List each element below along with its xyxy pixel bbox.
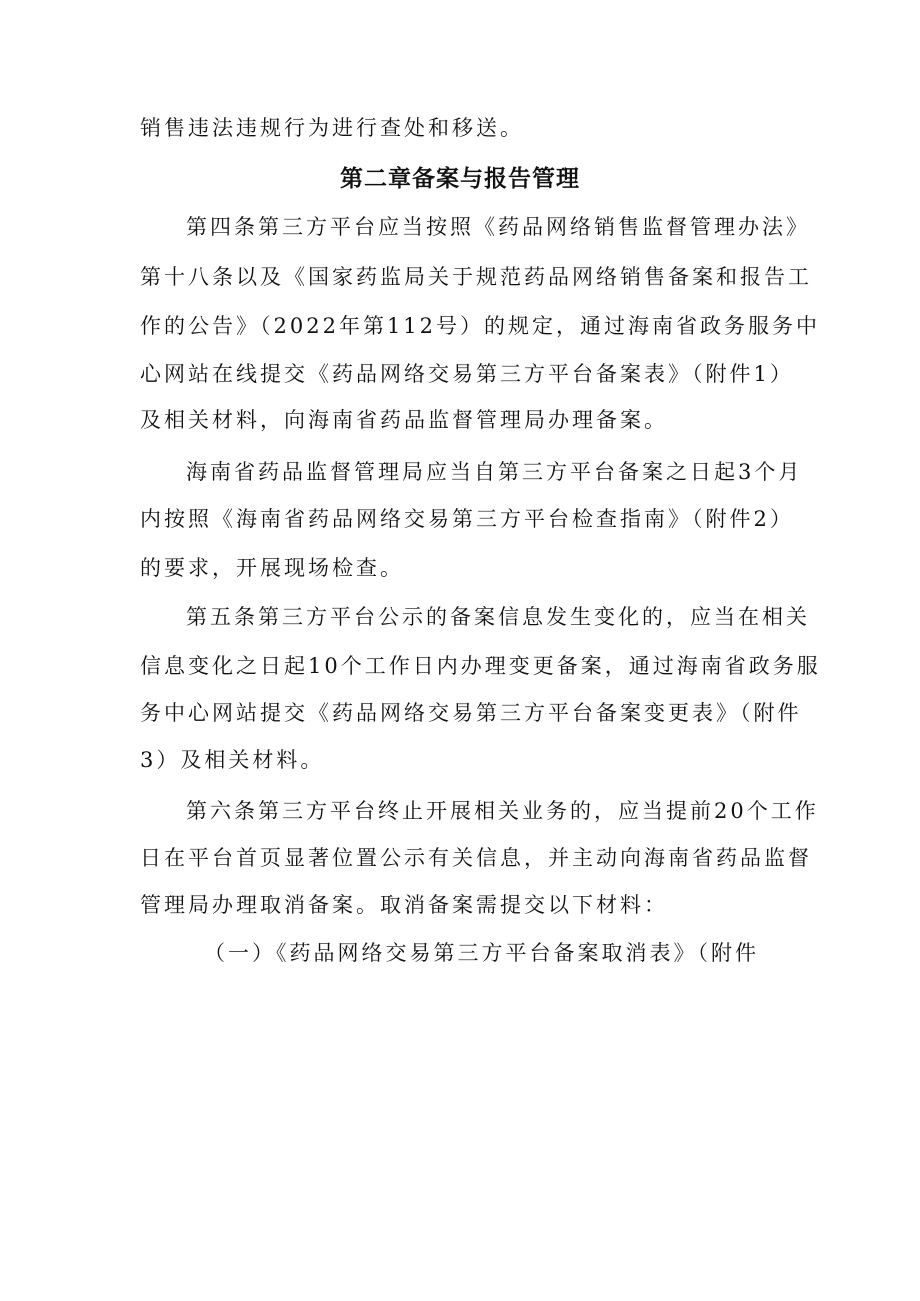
article-4-line-5: 及相关材料，向海南省药品监督管理局办理备案。 xyxy=(140,408,668,432)
article-4-line-1: 第四条第三方平台应当按照《药品网络销售监督管理办法》 xyxy=(186,215,810,239)
article-5-line-4: 3）及相关材料。 xyxy=(140,748,325,772)
inspection-line-1: 海南省药品监督管理局应当自第三方平台备案之日起3个月 xyxy=(186,460,803,484)
article-5-line-1: 第五条第三方平台公示的备案信息发生变化的，应当在相关 xyxy=(186,605,810,629)
article-4-line-3: 作的公告》（2022年第112号）的规定，通过海南省政务服务中 xyxy=(140,314,821,338)
article-6-line-3: 管理局办理取消备案。取消备案需提交以下材料： xyxy=(140,893,668,917)
article-5-line-2: 信息变化之日起10个工作日内办理变更备案，通过海南省政务服 xyxy=(140,654,821,678)
inspection-line-2: 内按照《海南省药品网络交易第三方平台检查指南》（附件2） xyxy=(140,507,794,531)
article-4-line-2: 第十八条以及《国家药监局关于规范药品网络销售备案和报告工 xyxy=(140,265,812,289)
list-item-1-line: （一）《药品网络交易第三方平台备案取消表》（附件 xyxy=(204,941,759,965)
article-6-line-2: 日在平台首页显著位置公示有关信息，并主动向海南省药品监督 xyxy=(140,846,812,870)
article-4-line-4: 心网站在线提交《药品网络交易第三方平台备案表》（附件1） xyxy=(140,362,794,386)
article-6-line-1: 第六条第三方平台终止开展相关业务的，应当提前20个工作 xyxy=(186,799,819,823)
paragraph-line: 销售违法违规行为进行查处和移送。 xyxy=(140,116,524,140)
inspection-line-3: 的要求，开展现场检查。 xyxy=(140,556,404,580)
article-5-line-3: 务中心网站提交《药品网络交易第三方平台备案变更表》（附件 xyxy=(140,701,802,725)
chapter-heading: 第二章备案与报告管理 xyxy=(340,166,580,192)
